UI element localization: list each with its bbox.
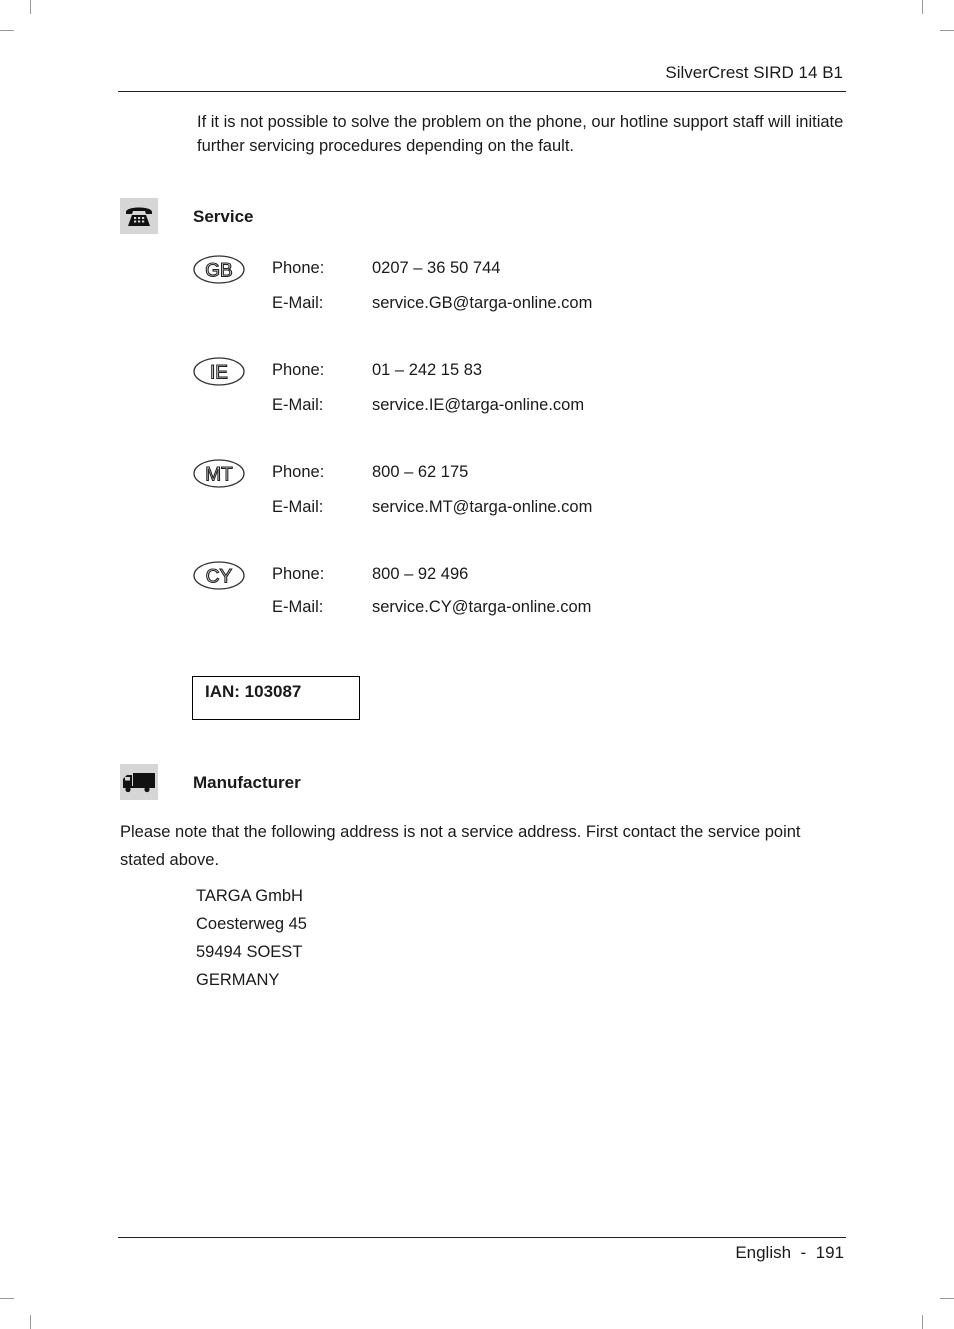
telephone-icon [120, 198, 158, 234]
email-label: E-Mail: [272, 598, 324, 616]
address-street: Coesterweg 45 [196, 915, 307, 933]
page-footer: English - 191 [735, 1243, 844, 1262]
phone-number: 01 – 242 15 83 [372, 361, 483, 379]
truck-icon [120, 764, 158, 800]
crop-mark [922, 0, 923, 14]
crop-mark [0, 30, 14, 31]
service-heading: Service [193, 207, 254, 226]
contact-mt [193, 459, 793, 529]
country-code: IE [210, 362, 228, 384]
email-label: E-Mail: [272, 396, 324, 414]
email-label: E-Mail: [272, 498, 324, 516]
intro-paragraph: If it is not possible to solve the problem on the phone, our hotline support staff will initiate further servicing procedures depending on the fault. [197, 113, 844, 155]
email-address: service.CY@targa-online.com [372, 598, 592, 616]
country-code: CY [205, 566, 233, 588]
email-label: E-Mail: [272, 294, 324, 312]
crop-mark [940, 1298, 954, 1299]
footer-rule [118, 1237, 846, 1238]
manufacturer-heading: Manufacturer [193, 773, 301, 792]
phone-number: 0207 – 36 50 744 [372, 259, 501, 277]
ian-number: IAN: 103087 [205, 682, 302, 701]
crop-mark [940, 30, 954, 31]
phone-label: Phone: [272, 259, 325, 277]
ian-box [192, 676, 360, 720]
header-title: SilverCrest SIRD 14 B1 [665, 63, 843, 82]
crop-mark [0, 1298, 14, 1299]
address-company: TARGA GmbH [196, 887, 303, 905]
contact-cy [193, 561, 793, 631]
phone-label: Phone: [272, 565, 325, 583]
manufacturer-note: Please note that the following address is not a service address. First contact the service point stated above. [120, 823, 801, 869]
contact-gb [193, 255, 793, 325]
phone-number: 800 – 92 496 [372, 565, 469, 583]
address-country: GERMANY [196, 971, 280, 989]
country-code-oval-ie [193, 357, 245, 386]
email-address: service.GB@targa-online.com [372, 294, 593, 312]
contact-ie [193, 357, 793, 427]
crop-mark [922, 1315, 923, 1329]
phone-label: Phone: [272, 463, 325, 481]
crop-mark [30, 0, 31, 14]
phone-number: 800 – 62 175 [372, 463, 469, 481]
country-code: GB [205, 260, 233, 282]
header-rule [118, 91, 846, 92]
phone-label: Phone: [272, 361, 325, 379]
crop-mark [30, 1315, 31, 1329]
address-city: 59494 SOEST [196, 943, 303, 961]
country-code-oval-mt [193, 459, 245, 488]
country-code-oval-gb [193, 255, 245, 284]
country-code: MT [205, 464, 233, 486]
email-address: service.MT@targa-online.com [372, 498, 593, 516]
email-address: service.IE@targa-online.com [372, 396, 585, 414]
country-code-oval-cy [193, 561, 245, 590]
